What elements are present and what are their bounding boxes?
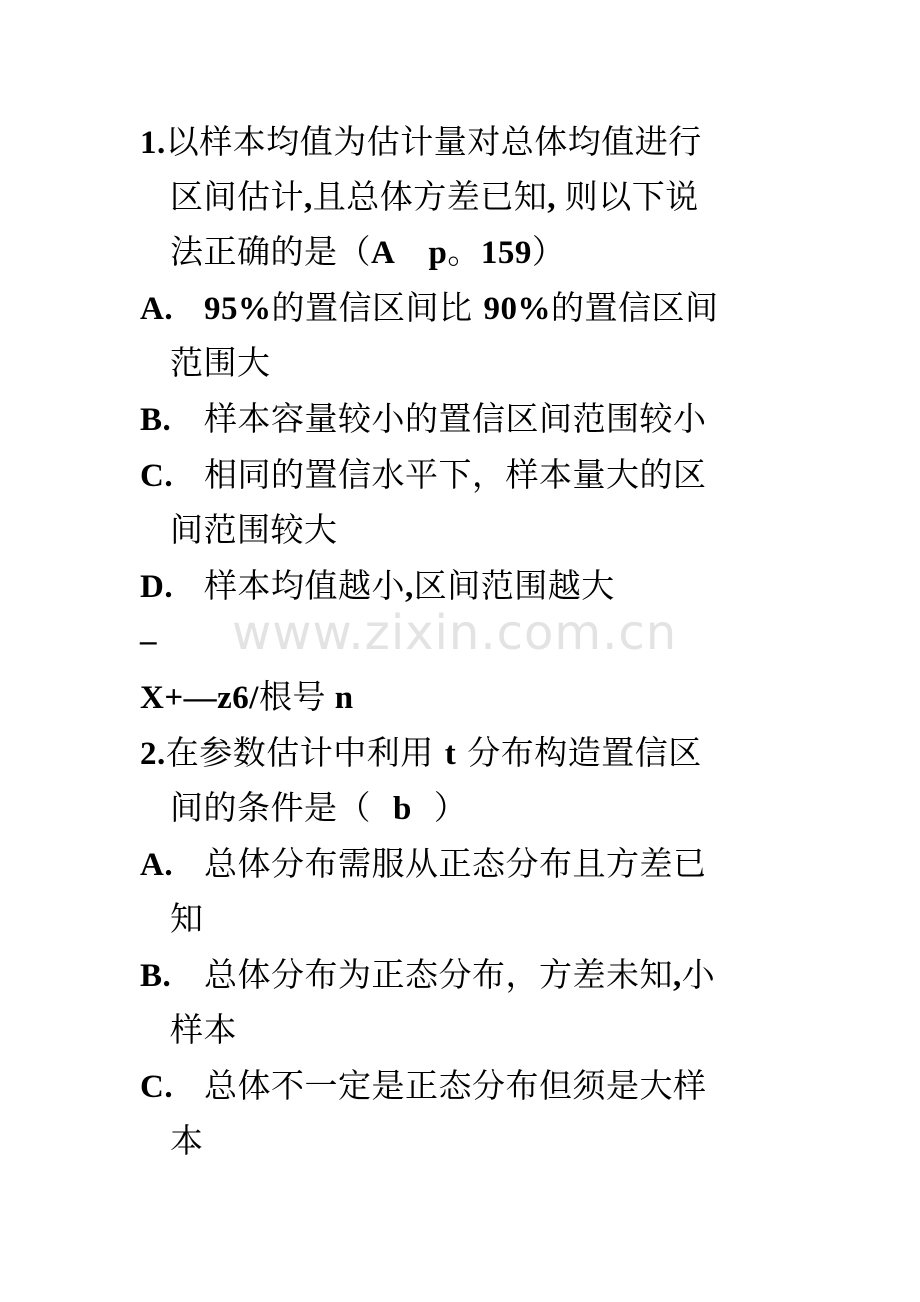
q2-option-c — [140, 1066, 707, 1107]
q2-option-a — [140, 844, 707, 885]
q2-option-b-text-1c: 小 — [681, 955, 716, 994]
option-label: D. — [140, 569, 174, 605]
q1-option-d — [140, 566, 615, 607]
q1-stem-text-2c: 且总体方差已知 — [312, 177, 548, 216]
option-label: A. — [140, 847, 174, 883]
q2-stem-text-1b: t — [444, 736, 457, 772]
q2-stem-text-2a: 间的条件是（ — [170, 788, 393, 827]
option-label: C. — [140, 1069, 174, 1105]
q1-option-d-text-1b: , — [405, 569, 414, 605]
q1-stem-text-3c: 。 — [447, 232, 481, 271]
q2-option-c-text-2: 本 — [170, 1121, 204, 1160]
q1-option-b — [140, 399, 707, 440]
q1-option-a-text-1b: 的置信区间比 — [271, 288, 484, 327]
q1-stem-text-3a: 法正确的是（ — [170, 232, 371, 271]
watermark: www.zixin.com.cn — [232, 605, 678, 661]
q1-stem-text-3e: ） — [531, 232, 566, 271]
q2-option-a-line-2 — [170, 899, 204, 939]
q2-stem-text-1a: 在参数估计中利用 — [165, 733, 445, 772]
q1-option-d-text-1c: 区间范围越大 — [413, 566, 615, 605]
q2-answer: b — [392, 791, 412, 827]
q1-option-c-text-2: 间范围较大 — [170, 510, 338, 549]
q1-option-a-text-1a: 95% — [204, 291, 272, 327]
q1-option-a-text-2: 范围大 — [170, 343, 271, 382]
q1-number: 1. — [140, 125, 166, 161]
q1-option-a-text-1d: 的置信区间 — [551, 288, 719, 327]
q2-option-c-line-2 — [170, 1121, 204, 1161]
q1-option-b-text: 样本容量较小的置信区间范围较小 — [204, 399, 707, 438]
q1-page-number: 159 — [480, 235, 532, 271]
option-label: A. — [140, 291, 174, 327]
q1-stem-text-2a: 区间估计 — [170, 177, 304, 216]
formula-overbar: _ — [140, 612, 157, 648]
q1-option-a-line-2 — [170, 343, 271, 383]
q2-option-b-text-1a: 总体分布为正态分布，方差未知 — [204, 955, 673, 994]
q2-option-b-text-2: 样本 — [170, 1010, 237, 1049]
q2-number: 2. — [140, 736, 166, 772]
q1-stem-text-2e: 则以下说 — [564, 177, 699, 216]
formula-line — [140, 677, 354, 718]
formula-text-a: X+—z6/ — [140, 680, 259, 716]
q1-option-c-text-1: 相同的置信水平下，样本量大的区 — [204, 455, 707, 494]
q1-stem-line-3 — [170, 232, 565, 273]
q1-stem-text-2b: , — [304, 180, 313, 216]
q2-option-a-text-2: 知 — [170, 899, 204, 938]
option-label: C. — [140, 458, 174, 494]
q1-option-c-line-2 — [170, 510, 338, 550]
q2-option-b-text-1b: , — [673, 958, 682, 994]
q2-option-b — [140, 955, 715, 996]
q1-option-c — [140, 455, 707, 496]
q2-stem-line-1 — [140, 733, 702, 774]
q1-answer-ref: A p — [371, 235, 448, 271]
q1-option-d-text-1a: 样本均值越小 — [204, 566, 405, 605]
q1-stem-text-2d: , — [547, 180, 565, 216]
formula-text-c: n — [325, 680, 354, 716]
option-label: B. — [140, 402, 172, 438]
q2-option-c-text-1: 总体不一定是正态分布但须是大样 — [204, 1066, 707, 1105]
q2-option-a-text-1: 总体分布需服从正态分布且方差已 — [204, 844, 707, 883]
option-label: B. — [140, 958, 172, 994]
q2-stem-line-2 — [170, 788, 467, 829]
q1-stem-line-1 — [140, 122, 702, 163]
q1-option-a — [140, 288, 719, 329]
q1-stem-line-2 — [170, 177, 699, 218]
q2-stem-text-1c: 分布构造置信区 — [456, 733, 702, 772]
q1-stem-text-1: 以样本均值为估计量对总体均值进行 — [165, 122, 702, 161]
q2-option-b-line-2 — [170, 1010, 237, 1050]
q2-stem-text-2c: ） — [411, 788, 468, 827]
formula-text-b: 根号 — [258, 677, 326, 716]
q1-option-a-text-1c: 90% — [483, 291, 551, 327]
